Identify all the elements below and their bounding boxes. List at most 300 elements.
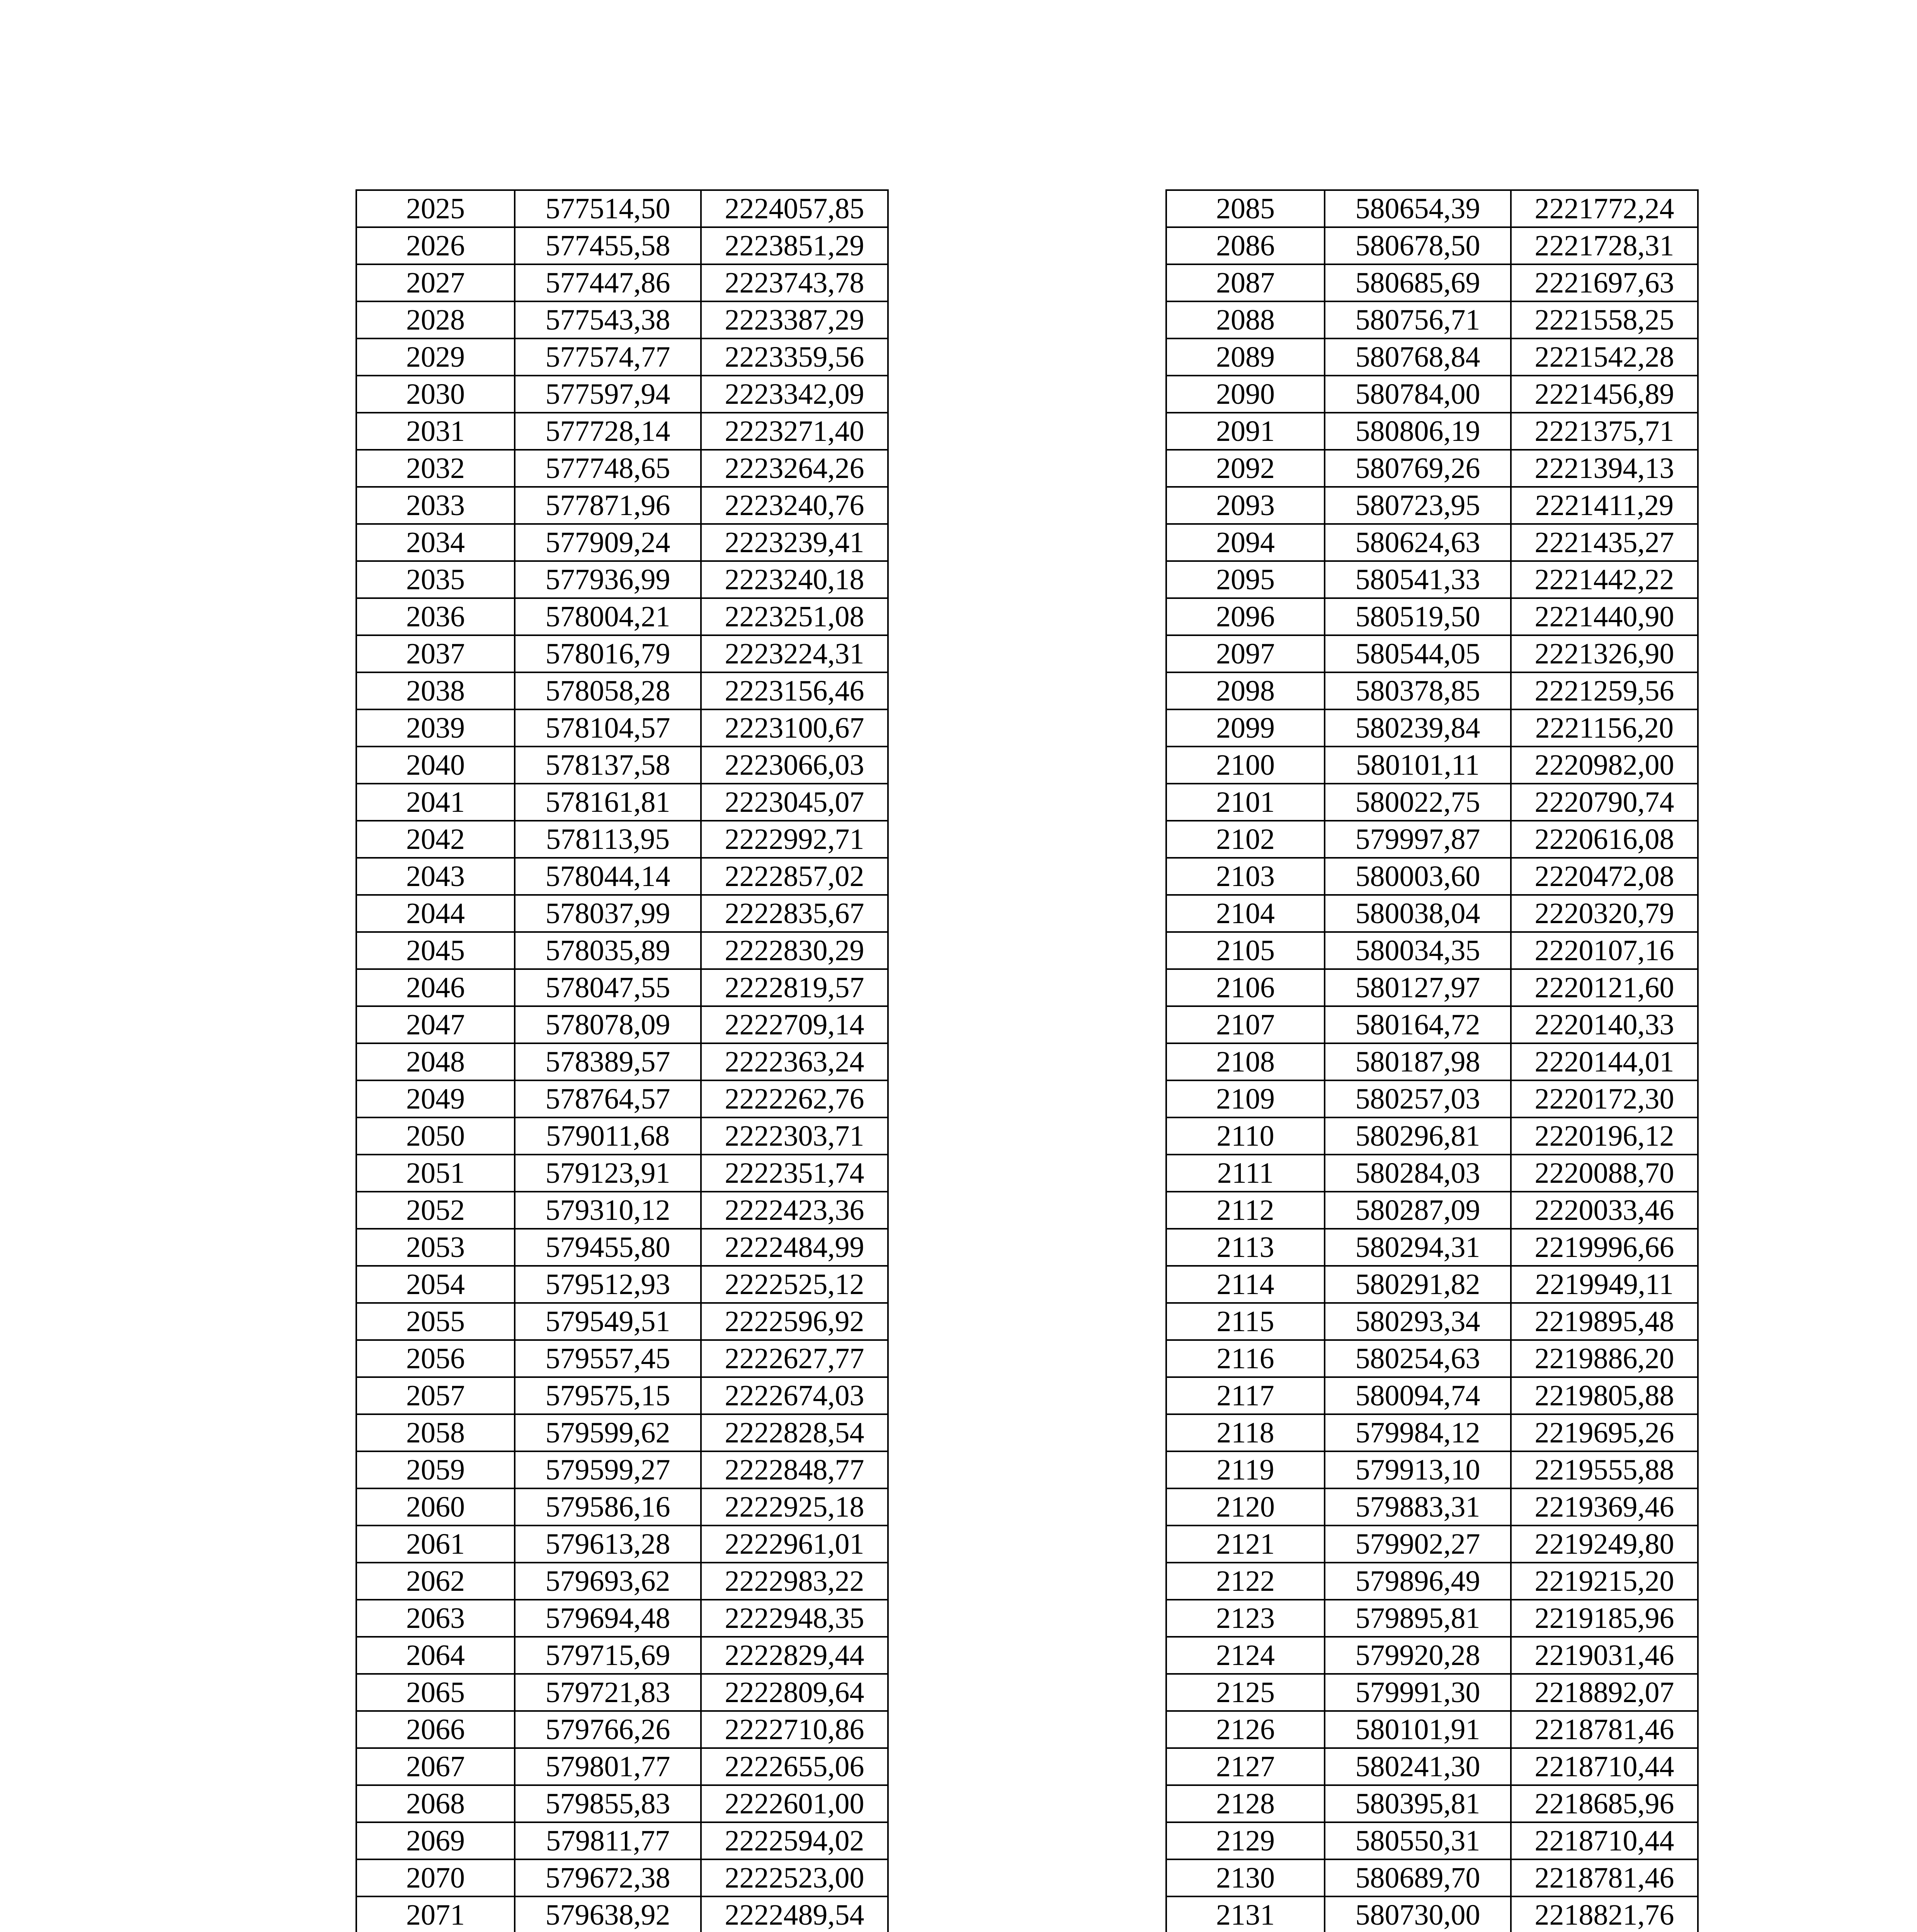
x-coordinate-cell: 580101,11 — [1325, 747, 1511, 784]
y-coordinate-cell: 2222848,77 — [701, 1451, 888, 1488]
x-coordinate-cell: 577909,24 — [515, 524, 701, 561]
y-coordinate-cell: 2223066,03 — [701, 747, 888, 784]
point-number-cell: 2088 — [1166, 301, 1325, 338]
table-row — [1166, 413, 1698, 450]
x-coordinate-cell: 579801,77 — [515, 1748, 701, 1785]
x-coordinate-cell: 578161,81 — [515, 784, 701, 821]
point-number-cell: 2070 — [356, 1859, 515, 1896]
point-number-cell: 2086 — [1166, 227, 1325, 264]
table-row — [1166, 932, 1698, 969]
x-coordinate-cell: 579599,27 — [515, 1451, 701, 1488]
y-coordinate-cell: 2222857,02 — [701, 858, 888, 895]
x-coordinate-cell: 580294,31 — [1325, 1229, 1511, 1266]
x-coordinate-cell: 578104,57 — [515, 709, 701, 747]
table-row — [1166, 1859, 1698, 1896]
y-coordinate-cell: 2219805,88 — [1511, 1377, 1698, 1414]
y-coordinate-cell: 2219996,66 — [1511, 1229, 1698, 1266]
point-number-cell: 2122 — [1166, 1563, 1325, 1600]
x-coordinate-cell: 579638,92 — [515, 1896, 701, 1932]
y-coordinate-cell: 2222627,77 — [701, 1340, 888, 1377]
y-coordinate-cell: 2222983,22 — [701, 1563, 888, 1600]
x-coordinate-cell: 579920,28 — [1325, 1637, 1511, 1674]
x-coordinate-cell: 580187,98 — [1325, 1043, 1511, 1080]
y-coordinate-cell: 2222710,86 — [701, 1711, 888, 1748]
y-coordinate-cell: 2220121,60 — [1511, 969, 1698, 1006]
point-number-cell: 2087 — [1166, 264, 1325, 301]
point-number-cell: 2117 — [1166, 1377, 1325, 1414]
table-row — [1166, 1155, 1698, 1192]
point-number-cell: 2103 — [1166, 858, 1325, 895]
point-number-cell: 2034 — [356, 524, 515, 561]
table-row — [1166, 1711, 1698, 1748]
point-number-cell: 2054 — [356, 1266, 515, 1303]
y-coordinate-cell: 2220033,46 — [1511, 1192, 1698, 1229]
point-number-cell: 2116 — [1166, 1340, 1325, 1377]
table-row — [356, 1303, 888, 1340]
y-coordinate-cell: 2222596,92 — [701, 1303, 888, 1340]
table-row — [356, 1229, 888, 1266]
point-number-cell: 2069 — [356, 1822, 515, 1859]
x-coordinate-cell: 578037,99 — [515, 895, 701, 932]
point-number-cell: 2098 — [1166, 672, 1325, 709]
table-row — [1166, 895, 1698, 932]
table-row — [356, 1266, 888, 1303]
table-row — [1166, 450, 1698, 487]
x-coordinate-cell: 579766,26 — [515, 1711, 701, 1748]
table-row — [356, 301, 888, 338]
y-coordinate-cell: 2219185,96 — [1511, 1600, 1698, 1637]
point-number-cell: 2124 — [1166, 1637, 1325, 1674]
x-coordinate-cell: 580022,75 — [1325, 784, 1511, 821]
y-coordinate-cell: 2218685,96 — [1511, 1785, 1698, 1822]
x-coordinate-cell: 579991,30 — [1325, 1674, 1511, 1711]
y-coordinate-cell: 2222363,24 — [701, 1043, 888, 1080]
y-coordinate-cell: 2220140,33 — [1511, 1006, 1698, 1043]
y-coordinate-cell: 2223387,29 — [701, 301, 888, 338]
point-number-cell: 2096 — [1166, 598, 1325, 635]
x-coordinate-cell: 577871,96 — [515, 487, 701, 524]
x-coordinate-cell: 580239,84 — [1325, 709, 1511, 747]
x-coordinate-cell: 580003,60 — [1325, 858, 1511, 895]
table-row — [1166, 376, 1698, 413]
point-number-cell: 2106 — [1166, 969, 1325, 1006]
x-coordinate-cell: 579811,77 — [515, 1822, 701, 1859]
point-number-cell: 2099 — [1166, 709, 1325, 747]
y-coordinate-cell: 2218892,07 — [1511, 1674, 1698, 1711]
y-coordinate-cell: 2219886,20 — [1511, 1340, 1698, 1377]
table-row — [356, 1674, 888, 1711]
point-number-cell: 2059 — [356, 1451, 515, 1488]
x-coordinate-cell: 580519,50 — [1325, 598, 1511, 635]
x-coordinate-cell: 580730,00 — [1325, 1896, 1511, 1932]
x-coordinate-cell: 579613,28 — [515, 1526, 701, 1563]
table-row — [1166, 190, 1698, 227]
table-row — [356, 1340, 888, 1377]
y-coordinate-cell: 2220196,12 — [1511, 1117, 1698, 1155]
table-row — [356, 1006, 888, 1043]
point-number-cell: 2097 — [1166, 635, 1325, 672]
y-coordinate-cell: 2224057,85 — [701, 190, 888, 227]
x-coordinate-cell: 579586,16 — [515, 1488, 701, 1526]
x-coordinate-cell: 580689,70 — [1325, 1859, 1511, 1896]
point-number-cell: 2038 — [356, 672, 515, 709]
table-row — [1166, 1117, 1698, 1155]
point-number-cell: 2100 — [1166, 747, 1325, 784]
y-coordinate-cell: 2223264,26 — [701, 450, 888, 487]
x-coordinate-cell: 579883,31 — [1325, 1488, 1511, 1526]
x-coordinate-cell: 578047,55 — [515, 969, 701, 1006]
point-number-cell: 2031 — [356, 413, 515, 450]
y-coordinate-cell: 2222523,00 — [701, 1859, 888, 1896]
point-number-cell: 2043 — [356, 858, 515, 895]
table-row — [356, 1859, 888, 1896]
point-number-cell: 2037 — [356, 635, 515, 672]
table-row — [1166, 1896, 1698, 1932]
x-coordinate-cell: 580769,26 — [1325, 450, 1511, 487]
table-row — [356, 1117, 888, 1155]
point-number-cell: 2112 — [1166, 1192, 1325, 1229]
point-number-cell: 2101 — [1166, 784, 1325, 821]
x-coordinate-cell: 579895,81 — [1325, 1600, 1511, 1637]
table-row — [1166, 1451, 1698, 1488]
y-coordinate-cell: 2223045,07 — [701, 784, 888, 821]
y-coordinate-cell: 2222262,76 — [701, 1080, 888, 1117]
x-coordinate-cell: 580293,34 — [1325, 1303, 1511, 1340]
x-coordinate-cell: 579549,51 — [515, 1303, 701, 1340]
point-number-cell: 2058 — [356, 1414, 515, 1451]
point-number-cell: 2109 — [1166, 1080, 1325, 1117]
point-number-cell: 2041 — [356, 784, 515, 821]
table-row — [356, 784, 888, 821]
point-number-cell: 2092 — [1166, 450, 1325, 487]
y-coordinate-cell: 2223851,29 — [701, 227, 888, 264]
x-coordinate-cell: 578113,95 — [515, 821, 701, 858]
point-number-cell: 2126 — [1166, 1711, 1325, 1748]
point-number-cell: 2057 — [356, 1377, 515, 1414]
x-coordinate-cell: 577936,99 — [515, 561, 701, 598]
table-row — [356, 672, 888, 709]
x-coordinate-cell: 580395,81 — [1325, 1785, 1511, 1822]
x-coordinate-cell: 580784,00 — [1325, 376, 1511, 413]
x-coordinate-cell: 580654,39 — [1325, 190, 1511, 227]
point-number-cell: 2120 — [1166, 1488, 1325, 1526]
point-number-cell: 2035 — [356, 561, 515, 598]
x-coordinate-cell: 579455,80 — [515, 1229, 701, 1266]
x-coordinate-cell: 580164,72 — [1325, 1006, 1511, 1043]
y-coordinate-cell: 2219895,48 — [1511, 1303, 1698, 1340]
y-coordinate-cell: 2221558,25 — [1511, 301, 1698, 338]
y-coordinate-cell: 2223156,46 — [701, 672, 888, 709]
y-coordinate-cell: 2221326,90 — [1511, 635, 1698, 672]
table-row — [356, 969, 888, 1006]
table-row — [356, 932, 888, 969]
table-row — [356, 376, 888, 413]
x-coordinate-cell: 577455,58 — [515, 227, 701, 264]
point-number-cell: 2066 — [356, 1711, 515, 1748]
table-row — [1166, 524, 1698, 561]
x-coordinate-cell: 578016,79 — [515, 635, 701, 672]
x-coordinate-cell: 578764,57 — [515, 1080, 701, 1117]
x-coordinate-cell: 579855,83 — [515, 1785, 701, 1822]
x-coordinate-cell: 579123,91 — [515, 1155, 701, 1192]
table-row — [356, 1192, 888, 1229]
point-number-cell: 2046 — [356, 969, 515, 1006]
x-coordinate-cell: 579715,69 — [515, 1637, 701, 1674]
table-row — [356, 1785, 888, 1822]
x-coordinate-cell: 578004,21 — [515, 598, 701, 635]
point-number-cell: 2095 — [1166, 561, 1325, 598]
y-coordinate-cell: 2221440,90 — [1511, 598, 1698, 635]
y-coordinate-cell: 2223240,76 — [701, 487, 888, 524]
x-coordinate-cell: 580685,69 — [1325, 264, 1511, 301]
table-row — [356, 1526, 888, 1563]
x-coordinate-cell: 578035,89 — [515, 932, 701, 969]
x-coordinate-cell: 579599,62 — [515, 1414, 701, 1451]
point-number-cell: 2121 — [1166, 1526, 1325, 1563]
point-number-cell: 2091 — [1166, 413, 1325, 450]
table-row — [1166, 858, 1698, 895]
x-coordinate-cell: 580756,71 — [1325, 301, 1511, 338]
y-coordinate-cell: 2219369,46 — [1511, 1488, 1698, 1526]
y-coordinate-cell: 2222835,67 — [701, 895, 888, 932]
point-number-cell: 2029 — [356, 338, 515, 376]
x-coordinate-cell: 577543,38 — [515, 301, 701, 338]
table-row — [1166, 821, 1698, 858]
x-coordinate-cell: 577514,50 — [515, 190, 701, 227]
x-coordinate-cell: 580291,82 — [1325, 1266, 1511, 1303]
x-coordinate-cell: 580806,19 — [1325, 413, 1511, 450]
y-coordinate-cell: 2222948,35 — [701, 1600, 888, 1637]
y-coordinate-cell: 2220982,00 — [1511, 747, 1698, 784]
table-row — [356, 487, 888, 524]
point-number-cell: 2049 — [356, 1080, 515, 1117]
y-coordinate-cell: 2222828,54 — [701, 1414, 888, 1451]
point-number-cell: 2118 — [1166, 1414, 1325, 1451]
point-number-cell: 2055 — [356, 1303, 515, 1340]
x-coordinate-cell: 579721,83 — [515, 1674, 701, 1711]
y-coordinate-cell: 2223239,41 — [701, 524, 888, 561]
y-coordinate-cell: 2219249,80 — [1511, 1526, 1698, 1563]
x-coordinate-cell: 579693,62 — [515, 1563, 701, 1600]
point-number-cell: 2094 — [1166, 524, 1325, 561]
y-coordinate-cell: 2222484,99 — [701, 1229, 888, 1266]
y-coordinate-cell: 2222594,02 — [701, 1822, 888, 1859]
x-coordinate-cell: 580296,81 — [1325, 1117, 1511, 1155]
table-row — [1166, 1006, 1698, 1043]
y-coordinate-cell: 2223240,18 — [701, 561, 888, 598]
x-coordinate-cell: 580094,74 — [1325, 1377, 1511, 1414]
table-row — [356, 747, 888, 784]
point-number-cell: 2128 — [1166, 1785, 1325, 1822]
y-coordinate-cell: 2221728,31 — [1511, 227, 1698, 264]
table-row — [1166, 1748, 1698, 1785]
table-row — [1166, 709, 1698, 747]
point-number-cell: 2093 — [1166, 487, 1325, 524]
x-coordinate-cell: 580544,05 — [1325, 635, 1511, 672]
table-row — [356, 450, 888, 487]
y-coordinate-cell: 2218710,44 — [1511, 1748, 1698, 1785]
y-coordinate-cell: 2220472,08 — [1511, 858, 1698, 895]
point-number-cell: 2125 — [1166, 1674, 1325, 1711]
y-coordinate-cell: 2223100,67 — [701, 709, 888, 747]
x-coordinate-cell: 578058,28 — [515, 672, 701, 709]
y-coordinate-cell: 2222819,57 — [701, 969, 888, 1006]
y-coordinate-cell: 2220172,30 — [1511, 1080, 1698, 1117]
x-coordinate-cell: 578137,58 — [515, 747, 701, 784]
point-number-cell: 2114 — [1166, 1266, 1325, 1303]
table-row — [1166, 1340, 1698, 1377]
point-number-cell: 2061 — [356, 1526, 515, 1563]
x-coordinate-cell: 579902,27 — [1325, 1526, 1511, 1563]
y-coordinate-cell: 2222709,14 — [701, 1006, 888, 1043]
y-coordinate-cell: 2221435,27 — [1511, 524, 1698, 561]
x-coordinate-cell: 579984,12 — [1325, 1414, 1511, 1451]
point-number-cell: 2067 — [356, 1748, 515, 1785]
y-coordinate-cell: 2221411,29 — [1511, 487, 1698, 524]
point-number-cell: 2056 — [356, 1340, 515, 1377]
table-row — [356, 1563, 888, 1600]
table-row — [356, 895, 888, 932]
table-row — [356, 1414, 888, 1451]
point-number-cell: 2119 — [1166, 1451, 1325, 1488]
x-coordinate-cell: 580241,30 — [1325, 1748, 1511, 1785]
y-coordinate-cell: 2222489,54 — [701, 1896, 888, 1932]
point-number-cell: 2062 — [356, 1563, 515, 1600]
y-coordinate-cell: 2222423,36 — [701, 1192, 888, 1229]
y-coordinate-cell: 2222303,71 — [701, 1117, 888, 1155]
table-row — [356, 598, 888, 635]
table-row — [1166, 1266, 1698, 1303]
point-number-cell: 2111 — [1166, 1155, 1325, 1192]
x-coordinate-cell: 580541,33 — [1325, 561, 1511, 598]
table-row — [356, 858, 888, 895]
coordinate-table-left-body — [356, 190, 888, 1932]
x-coordinate-cell: 579512,93 — [515, 1266, 701, 1303]
table-row — [1166, 561, 1698, 598]
y-coordinate-cell: 2222655,06 — [701, 1748, 888, 1785]
point-number-cell: 2065 — [356, 1674, 515, 1711]
point-number-cell: 2102 — [1166, 821, 1325, 858]
point-number-cell: 2115 — [1166, 1303, 1325, 1340]
point-number-cell: 2113 — [1166, 1229, 1325, 1266]
y-coordinate-cell: 2221456,89 — [1511, 376, 1698, 413]
point-number-cell: 2071 — [356, 1896, 515, 1932]
y-coordinate-cell: 2222925,18 — [701, 1488, 888, 1526]
table-row — [1166, 747, 1698, 784]
x-coordinate-cell: 580038,04 — [1325, 895, 1511, 932]
y-coordinate-cell: 2220144,01 — [1511, 1043, 1698, 1080]
point-number-cell: 2105 — [1166, 932, 1325, 969]
y-coordinate-cell: 2221259,56 — [1511, 672, 1698, 709]
y-coordinate-cell: 2220320,79 — [1511, 895, 1698, 932]
point-number-cell: 2039 — [356, 709, 515, 747]
x-coordinate-cell: 579575,15 — [515, 1377, 701, 1414]
y-coordinate-cell: 2223271,40 — [701, 413, 888, 450]
table-row — [356, 1637, 888, 1674]
x-coordinate-cell: 577728,14 — [515, 413, 701, 450]
table-row — [356, 264, 888, 301]
y-coordinate-cell: 2222992,71 — [701, 821, 888, 858]
x-coordinate-cell: 580257,03 — [1325, 1080, 1511, 1117]
point-number-cell: 2130 — [1166, 1859, 1325, 1896]
point-number-cell: 2045 — [356, 932, 515, 969]
table-row — [356, 338, 888, 376]
point-number-cell: 2053 — [356, 1229, 515, 1266]
x-coordinate-cell: 579896,49 — [1325, 1563, 1511, 1600]
table-row — [1166, 1229, 1698, 1266]
table-row — [1166, 1563, 1698, 1600]
y-coordinate-cell: 2222961,01 — [701, 1526, 888, 1563]
point-number-cell: 2068 — [356, 1785, 515, 1822]
point-number-cell: 2050 — [356, 1117, 515, 1155]
table-row — [356, 1711, 888, 1748]
coordinate-table-left — [356, 189, 889, 1932]
table-row — [356, 1451, 888, 1488]
point-number-cell: 2042 — [356, 821, 515, 858]
y-coordinate-cell: 2220790,74 — [1511, 784, 1698, 821]
table-row — [356, 561, 888, 598]
x-coordinate-cell: 579694,48 — [515, 1600, 701, 1637]
point-number-cell: 2110 — [1166, 1117, 1325, 1155]
y-coordinate-cell: 2222674,03 — [701, 1377, 888, 1414]
coordinate-table-right — [1165, 189, 1699, 1932]
table-row — [356, 1043, 888, 1080]
point-number-cell: 2060 — [356, 1488, 515, 1526]
x-coordinate-cell: 578044,14 — [515, 858, 701, 895]
y-coordinate-cell: 2222601,00 — [701, 1785, 888, 1822]
x-coordinate-cell: 577447,86 — [515, 264, 701, 301]
y-coordinate-cell: 2223342,09 — [701, 376, 888, 413]
table-row — [1166, 1192, 1698, 1229]
table-row — [356, 227, 888, 264]
y-coordinate-cell: 2223251,08 — [701, 598, 888, 635]
x-coordinate-cell: 579913,10 — [1325, 1451, 1511, 1488]
x-coordinate-cell: 580550,31 — [1325, 1822, 1511, 1859]
y-coordinate-cell: 2221772,24 — [1511, 190, 1698, 227]
x-coordinate-cell: 579672,38 — [515, 1859, 701, 1896]
table-row — [1166, 784, 1698, 821]
table-row — [356, 1080, 888, 1117]
table-row — [356, 821, 888, 858]
point-number-cell: 2048 — [356, 1043, 515, 1080]
x-coordinate-cell: 580723,95 — [1325, 487, 1511, 524]
point-number-cell: 2104 — [1166, 895, 1325, 932]
table-row — [1166, 1414, 1698, 1451]
point-number-cell: 2063 — [356, 1600, 515, 1637]
y-coordinate-cell: 2221697,63 — [1511, 264, 1698, 301]
y-coordinate-cell: 2219555,88 — [1511, 1451, 1698, 1488]
x-coordinate-cell: 577597,94 — [515, 376, 701, 413]
y-coordinate-cell: 2220616,08 — [1511, 821, 1698, 858]
x-coordinate-cell: 579011,68 — [515, 1117, 701, 1155]
table-row — [1166, 969, 1698, 1006]
y-coordinate-cell: 2222525,12 — [701, 1266, 888, 1303]
x-coordinate-cell: 578078,09 — [515, 1006, 701, 1043]
y-coordinate-cell: 2219031,46 — [1511, 1637, 1698, 1674]
point-number-cell: 2047 — [356, 1006, 515, 1043]
table-row — [1166, 672, 1698, 709]
table-row — [1166, 338, 1698, 376]
table-row — [356, 635, 888, 672]
table-row — [1166, 1600, 1698, 1637]
point-number-cell: 2026 — [356, 227, 515, 264]
table-row — [1166, 1526, 1698, 1563]
table-row — [1166, 264, 1698, 301]
y-coordinate-cell: 2221394,13 — [1511, 450, 1698, 487]
point-number-cell: 2085 — [1166, 190, 1325, 227]
point-number-cell: 2027 — [356, 264, 515, 301]
table-row — [356, 1155, 888, 1192]
